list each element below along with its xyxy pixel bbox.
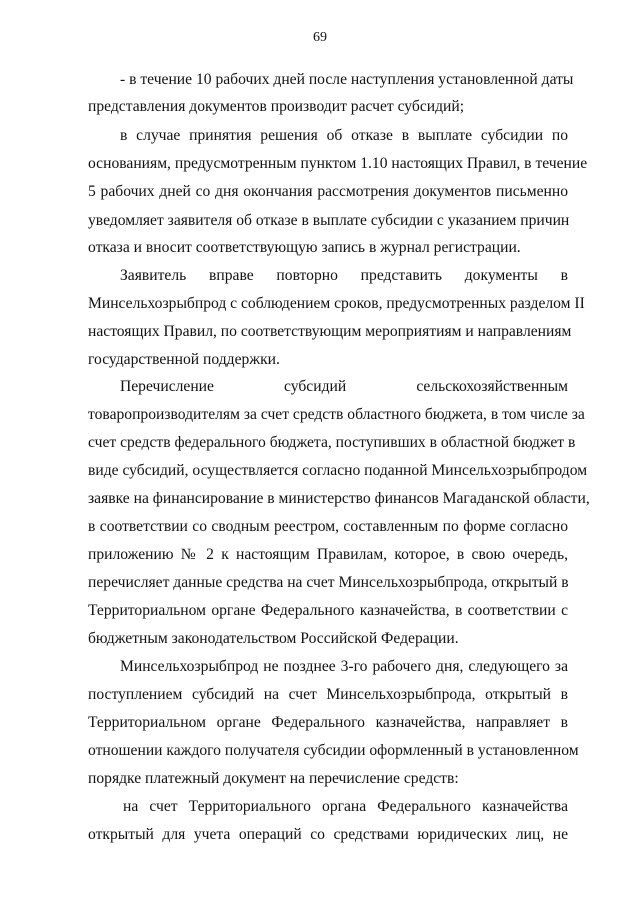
text-line: отношении каждого получателя субсидии оформленный в установленном [88,742,579,759]
text-line: на счет Территориального органа Федерального казначейства [123,798,568,815]
text-line: представления документов производит расчет субсидий; [88,98,465,115]
text-line: Заявитель вправе повторно представить документы в [120,267,568,284]
page-number: 69 [313,30,327,45]
text-line: бюджетным законодательством Российской Федерации. [88,630,459,647]
text-line: счет средств федерального бюджета, поступивших в областной бюджет в [88,434,576,451]
text-line: виде субсидий, осуществляется согласно поданной Минсельхозрыбпродом [88,462,588,479]
text-line: уведомляет заявителя об отказе в выплате субсидии с указанием причин [88,212,570,229]
text-line: приложению № 2 к настоящим Правилам, которое, в свою очередь, [88,546,568,563]
text-line: перечисляет данные средства на счет Минсельхозрыбпрода, открытый в [88,574,569,591]
text-line: Минсельхозрыбпрод не позднее 3-го рабочего дня, следующего за [120,658,568,675]
text-line: отказа и вносит соответствующую запись в журнал регистрации. [88,239,521,256]
text-line: заявке на финансирование в министерство финансов Магаданской области, [88,490,590,507]
text-line: товаропроизводителям за счет средств областного бюджета, в том числе за [88,406,585,423]
text-line: Территориальном органе Федерального казначейства, в соответствии с [88,602,568,619]
text-line: настоящих Правил, по соответствующим мероприятиям и направлениям [88,323,572,340]
text-line: государственной поддержки. [88,351,280,368]
text-line: Территориальном органе Федерального казначейства, направляет в [88,714,568,731]
text-line: Перечисление субсидий сельскохозяйственным [120,378,568,395]
text-line: в случае принятия решения об отказе в выплате субсидии по [120,127,568,144]
text-line: - в течение 10 рабочих дней после наступления установленной даты [120,71,574,88]
text-line: открытый для учета операций со средствами юридических лиц, не [88,826,568,843]
text-line: порядке платежный документ на перечисление средств: [88,770,459,787]
text-line: поступлением субсидий на счет Минсельхозрыбпрода, открытый в [88,686,568,703]
text-line: Минсельхозрыбпрод с соблюдением сроков, предусмотренных разделом II [88,295,585,312]
text-line: основаниям, предусмотренным пунктом 1.10 настоящих Правил, в течение [88,155,588,172]
text-line: 5 рабочих дней со дня окончания рассмотрения документов письменно [88,183,568,200]
text-line: в соответствии со сводным реестром, составленным по форме согласно [88,518,568,535]
